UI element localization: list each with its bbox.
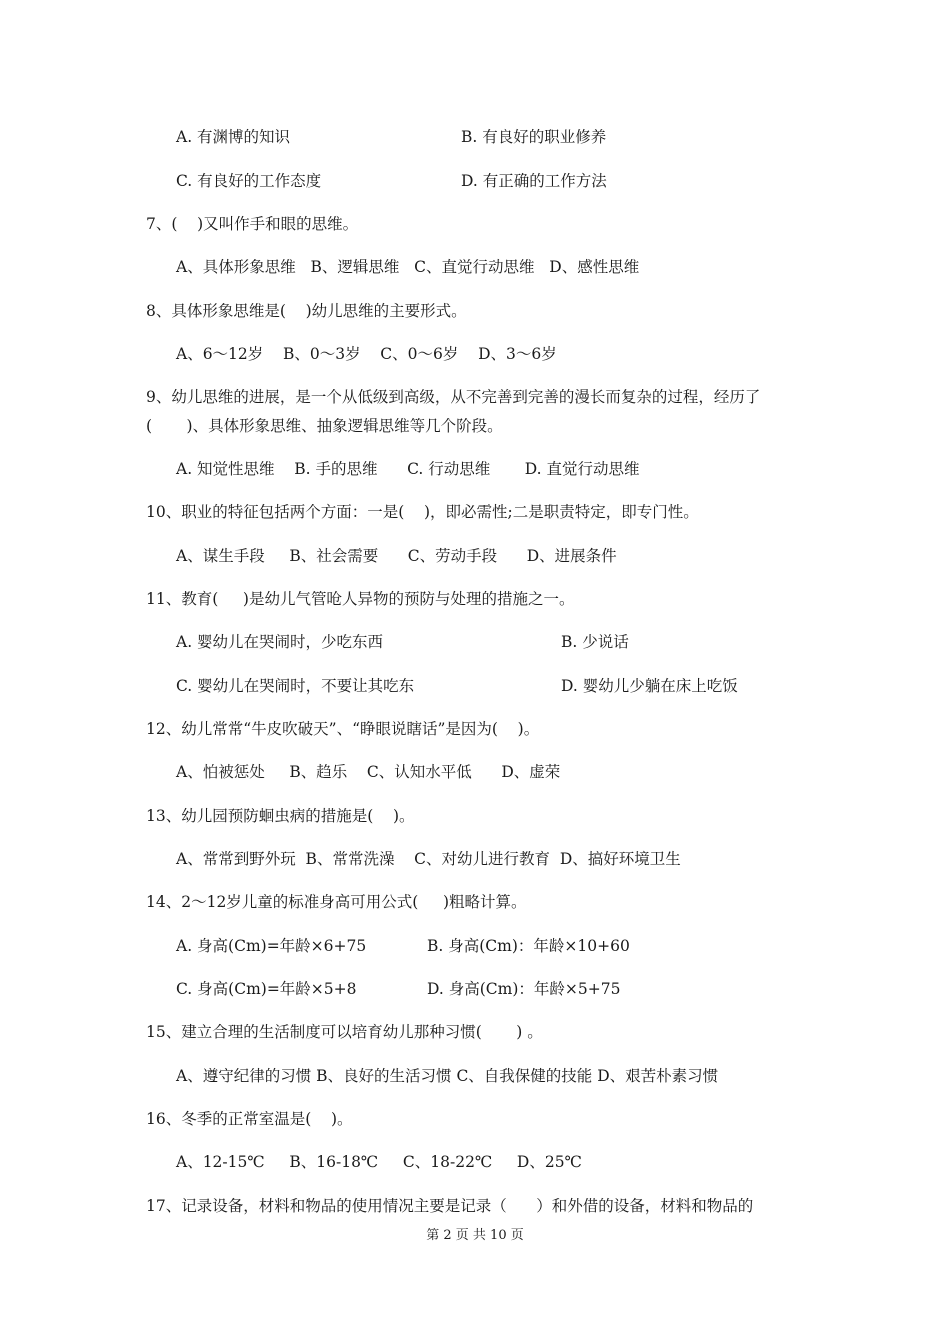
q14-option-d: D. 身高(Cm)：年龄×5+75 bbox=[427, 980, 621, 998]
q6-option-c: C. 有良好的工作态度 bbox=[176, 172, 322, 190]
q8-options: A、6～12岁 B、0～3岁 C、0～6岁 D、3～6岁 bbox=[176, 345, 557, 363]
q14-option-b: B. 身高(Cm)：年龄×10+60 bbox=[427, 937, 630, 955]
q6-option-d: D. 有正确的工作方法 bbox=[461, 172, 607, 190]
q11-option-b: B. 少说话 bbox=[561, 633, 629, 651]
q9-stem-line1: 9、幼儿思维的进展，是一个从低级到高级，从不完善到完善的漫长而复杂的过程，经历了 bbox=[146, 388, 761, 406]
q11-option-c: C. 婴幼儿在哭闹时，不要让其吃东 bbox=[176, 677, 415, 695]
q17-stem: 17、记录设备，材料和物品的使用情况主要是记录（ ）和外借的设备，材料和物品的 bbox=[146, 1197, 754, 1215]
page-footer: 第 2 页 共 10 页 bbox=[426, 1228, 524, 1243]
q9-stem-line2: ( )、具体形象思维、抽象逻辑思维等几个阶段。 bbox=[146, 417, 503, 435]
q15-options: A、遵守纪律的习惯 B、良好的生活习惯 C、自我保健的技能 D、艰苦朴素习惯 bbox=[176, 1067, 719, 1085]
q16-options: A、12-15℃ B、16-18℃ C、18-22℃ D、25℃ bbox=[176, 1153, 582, 1171]
q13-options: A、常常到野外玩 B、常常洗澡 C、对幼儿进行教育 D、搞好环境卫生 bbox=[176, 850, 681, 868]
q7-options: A、具体形象思维 B、逻辑思维 C、直觉行动思维 D、感性思维 bbox=[176, 258, 640, 276]
q6-option-a: A. 有渊博的知识 bbox=[176, 128, 291, 146]
q11-option-a: A. 婴幼儿在哭闹时，少吃东西 bbox=[176, 633, 384, 651]
q9-options: A. 知觉性思维 B. 手的思维 C. 行动思维 D. 直觉行动思维 bbox=[176, 460, 640, 478]
q11-stem: 11、教育( )是幼儿气管呛人异物的预防与处理的措施之一。 bbox=[146, 590, 575, 608]
q6-option-b: B. 有良好的职业修养 bbox=[461, 128, 607, 146]
q12-options: A、怕被惩处 B、趋乐 C、认知水平低 D、虚荣 bbox=[176, 763, 561, 781]
q15-stem: 15、建立合理的生活制度可以培育幼儿那种习惯( ) 。 bbox=[146, 1023, 543, 1041]
q14-stem: 14、2～12岁儿童的标准身高可用公式( )粗略计算。 bbox=[146, 893, 527, 911]
q10-options: A、谋生手段 B、社会需要 C、劳动手段 D、进展条件 bbox=[176, 547, 617, 565]
q12-stem: 12、幼儿常常“牛皮吹破天”、“睁眼说瞎话”是因为( )。 bbox=[146, 720, 540, 738]
q16-stem: 16、冬季的正常室温是( )。 bbox=[146, 1110, 353, 1128]
q10-stem: 10、职业的特征包括两个方面：一是( )，即必需性;二是职责特定，即专门性。 bbox=[146, 503, 699, 521]
q7-stem: 7、( )又叫作手和眼的思维。 bbox=[146, 215, 359, 233]
q14-option-a: A. 身高(Cm)=年龄×6+75 bbox=[176, 937, 367, 955]
q8-stem: 8、具体形象思维是( )幼儿思维的主要形式。 bbox=[146, 302, 467, 320]
q14-option-c: C. 身高(Cm)=年龄×5+8 bbox=[176, 980, 357, 998]
q13-stem: 13、幼儿园预防蛔虫病的措施是( )。 bbox=[146, 807, 415, 825]
q11-option-d: D. 婴幼儿少躺在床上吃饭 bbox=[561, 677, 738, 695]
